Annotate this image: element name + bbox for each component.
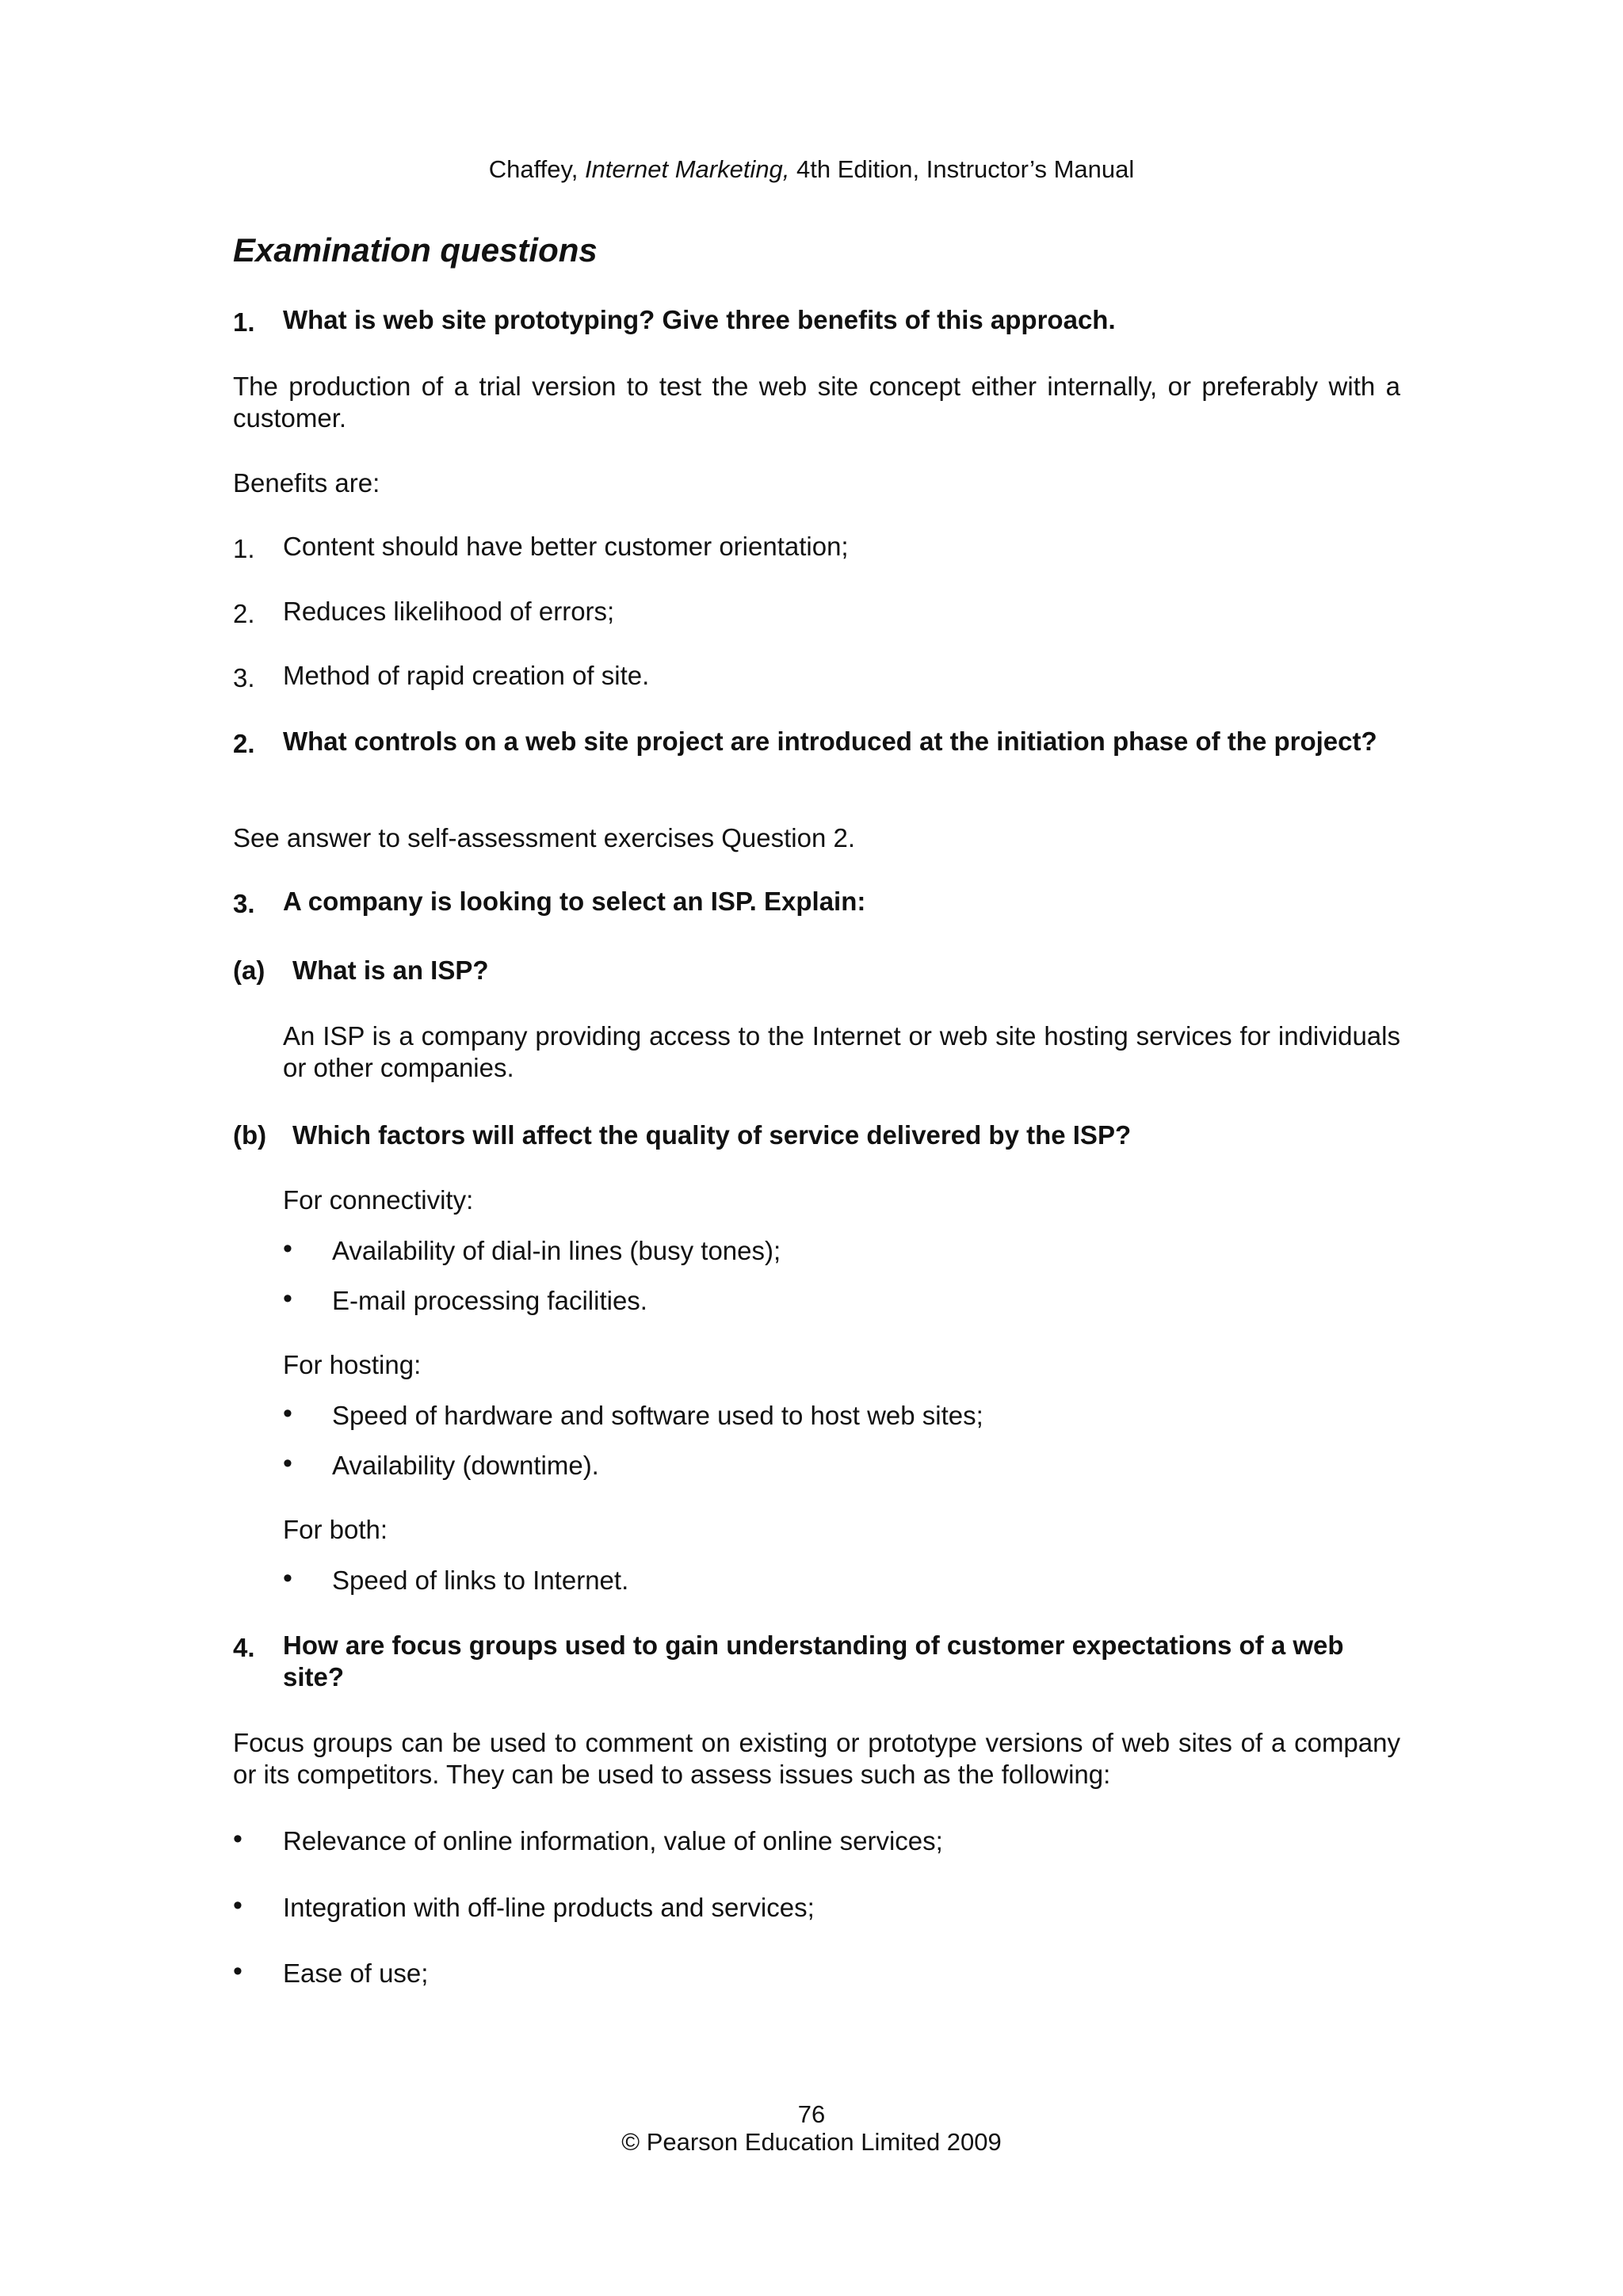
- q3a-answer: An ISP is a company providing access to the Internet or web site hosting services for individuals or other companies.: [283, 1021, 1400, 1082]
- q1-answer: The production of a trial version to test the web site concept either internally, or preferably with a customer.: [233, 372, 1400, 433]
- q4-number: 4.: [233, 1633, 255, 1662]
- q4-question: How are focus groups used to gain understanding of customer expectations of a web site?: [283, 1630, 1344, 1691]
- q3b-connectivity-label: For connectivity:: [283, 1185, 474, 1215]
- bullet: •: [283, 1283, 292, 1314]
- section-title: Examination questions: [233, 231, 598, 269]
- q3-number: 3.: [233, 889, 255, 918]
- q4-answer: Focus groups can be used to comment on existing or prototype versions of web sites of a company or its competitors. They can be used to assess issues such as the following:: [233, 1728, 1400, 1789]
- page-number: 76: [797, 2100, 826, 2128]
- q1-benefit-2-text: Reduces likelihood of errors;: [283, 597, 615, 626]
- header-edition: 4th Edition, Instructor’s Manual: [796, 155, 1135, 183]
- bullet: •: [233, 1824, 242, 1854]
- bullet: •: [233, 1890, 242, 1920]
- q4-issue-1: Relevance of online information, value of online services;: [283, 1826, 943, 1855]
- q2-answer: See answer to self-assessment exercises Question 2.: [233, 823, 856, 852]
- q1-benefit-2-number: 2.: [233, 599, 255, 628]
- q3b-both-label: For both:: [283, 1515, 388, 1544]
- q1-benefits-intro: Benefits are:: [233, 468, 380, 498]
- header-book-title: Internet Marketing,: [584, 155, 790, 183]
- q3b-question: Which factors will affect the quality of service delivered by the ISP?: [292, 1120, 1132, 1150]
- copyright: © Pearson Education Limited 2009: [621, 2128, 1002, 2156]
- q1-benefit-3-number: 3.: [233, 663, 255, 692]
- bullet: •: [283, 1398, 292, 1428]
- header-author: Chaffey,: [488, 155, 579, 183]
- q1-number: 1.: [233, 307, 255, 337]
- q3b-hosting-item-1: Speed of hardware and software used to host web sites;: [332, 1401, 983, 1430]
- bullet: •: [283, 1234, 292, 1264]
- q1-benefit-3-text: Method of rapid creation of site.: [283, 661, 650, 690]
- q3b-hosting-label: For hosting:: [283, 1350, 422, 1379]
- bullet: •: [283, 1448, 292, 1478]
- q4-issue-3: Ease of use;: [283, 1958, 429, 1988]
- bullet: •: [283, 1563, 292, 1593]
- q3a-question: What is an ISP?: [292, 955, 489, 985]
- running-header: [0, 155, 1623, 184]
- q3-question: A company is looking to select an ISP. Explain:: [283, 887, 866, 916]
- q4-issue-2: Integration with off-line products and services;: [283, 1893, 815, 1922]
- q3b-hosting-item-2: Availability (downtime).: [332, 1451, 599, 1480]
- q3b-connectivity-item-2: E-mail processing facilities.: [332, 1286, 647, 1315]
- q1-benefit-1-text: Content should have better customer orientation;: [283, 532, 849, 561]
- q1-benefit-1-number: 1.: [233, 534, 255, 563]
- q3b-connectivity-item-1: Availability of dial-in lines (busy tones);: [332, 1236, 781, 1265]
- q3a-label: (a): [233, 955, 265, 985]
- q3b-label: (b): [233, 1120, 267, 1150]
- q1-question: What is web site prototyping? Give three benefits of this approach.: [283, 305, 1116, 334]
- q2-question: What controls on a web site project are introduced at the initiation phase of the project?: [283, 727, 1377, 756]
- q2-number: 2.: [233, 729, 255, 758]
- q3b-both-item-1: Speed of links to Internet.: [332, 1566, 629, 1595]
- bullet: •: [233, 1956, 242, 1986]
